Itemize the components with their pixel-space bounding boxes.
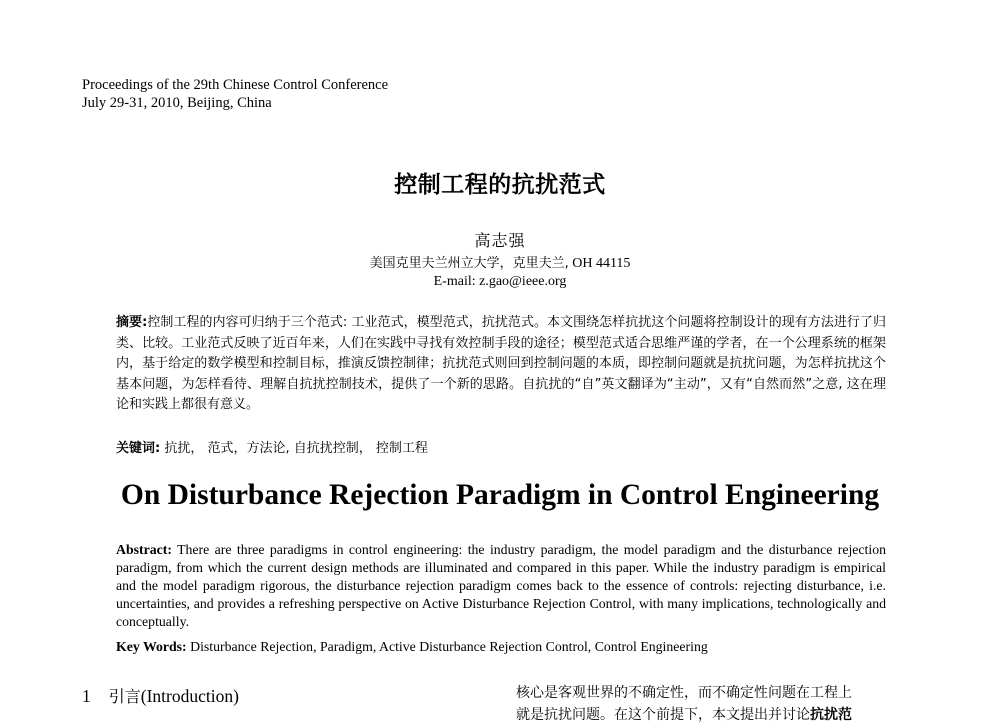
abstract-english-text: There are three paradigms in control engineering: the industry paradigm, the model paradigm and the disturbance rejection paradigm, from which the current design methods are illuminated and compared in this paper. While the industry paradigm is empirical and the model paradigm rigorous, the disturbance rejection paradigm comes back to the essence of controls: rejecting disturbance, i.e. uncertainties, and provides a refreshing perspective on Active Disturbance Rejection Control, with many implications, technologically and conceptually. [116, 542, 886, 629]
author-email: E-mail: z.gao@ieee.org [433, 274, 567, 289]
title-english: On Disturbance Rejection Paradigm in Control Engineering [120, 479, 880, 511]
abstract-english-label: Abstract: [116, 542, 172, 557]
section-number: 1 [82, 686, 91, 706]
proceedings-header [82, 76, 388, 112]
affiliation [0, 255, 1000, 273]
right-column-line-2-text: 就是抗扰问题。在这个前提下，本文提出并讨论 [516, 707, 810, 723]
keywords-chinese [116, 437, 428, 456]
section-title-english: (Introduction) [140, 686, 239, 706]
keywords-english-label: Key Words: [116, 639, 187, 654]
keywords-english [116, 639, 886, 655]
abstract-chinese-label: 摘要: [116, 315, 148, 330]
right-column-line-2 [516, 704, 916, 726]
abstract-chinese [116, 313, 886, 416]
keywords-english-text: Disturbance Rejection, Paradigm, Active Disturbance Rejection Control, Control Engineering [186, 639, 708, 654]
affiliation-postcode: OH 44115 [572, 256, 631, 271]
right-column-line-2-bold: 抗扰范 [810, 707, 852, 723]
proceedings-line-2: July 29-31, 2010, Beijing, China [82, 95, 272, 111]
abstract-chinese-text: 控制工程的内容可归纳于三个范式: 工业范式，模型范式，抗扰范式。本文围绕怎样抗扰这个问题将控制设计的现有方法进行了归类、比较。工业范式反映了近百年来，人们在实践中寻找有效控制手段的途径；模型范式适合思维严谨的学者，在一个公理系统的框架内，基于给定的数学模型和控制目标，推演反馈控制律；抗扰范式则回到控制问题的本质，即控制问题就是抗扰问题，为怎样抗扰这个基本问题，为怎样看待、理解自抗扰控制技术，提供了一个新的思路。自抗扰的“自”英文翻译为“主动”，又有“自然而然”之意, 这在理论和实践上都很有意义。 [116, 315, 886, 413]
section-heading-introduction [82, 684, 239, 707]
keywords-chinese-text: 抗扰， 范式，方法论, 自抗扰控制， 控制工程 [160, 441, 428, 456]
affiliation-text: 美国克里夫兰州立大学，克里夫兰, [369, 256, 569, 271]
keywords-chinese-label: 关键词: [116, 441, 161, 456]
author-name: 高志强 [474, 231, 526, 250]
proceedings-line-1: Proceedings of the 29th Chinese Control Conference [82, 77, 389, 93]
right-column-body [516, 682, 916, 726]
abstract-english [116, 541, 886, 631]
title-chinese: 控制工程的抗扰范式 [394, 172, 606, 198]
right-column-line-1: 核心是客观世界的不确定性，而不确定性问题在工程上 [516, 685, 852, 701]
section-title-chinese: 引言 [108, 687, 141, 706]
